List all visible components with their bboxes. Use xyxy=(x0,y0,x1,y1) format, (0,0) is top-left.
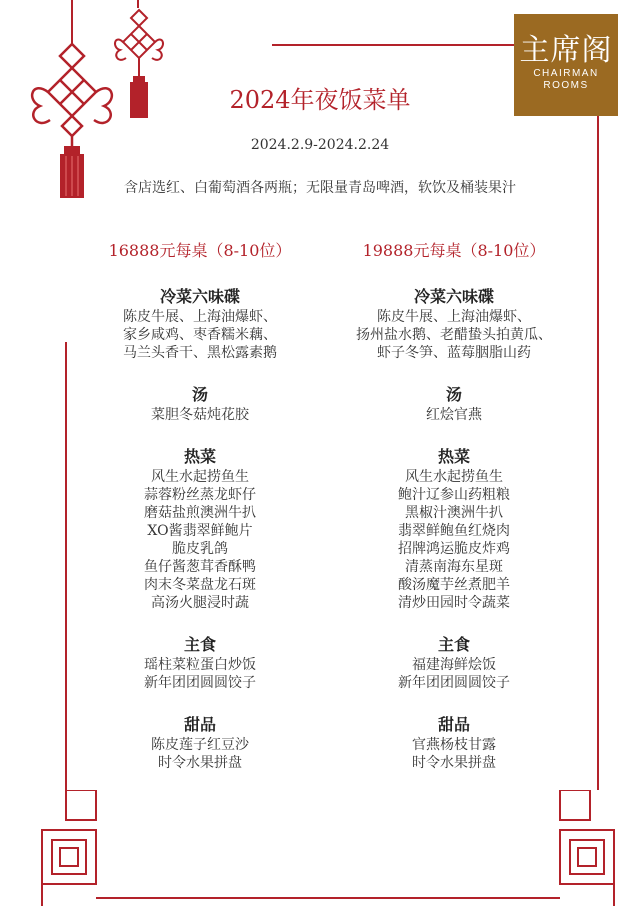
dish-item: 肉末冬菜盘龙石斑 xyxy=(144,577,256,593)
section-dessert xyxy=(70,714,330,772)
menu-column-16888 xyxy=(70,240,330,794)
dish-item: 酸汤魔芋丝煮肥羊 xyxy=(398,577,510,593)
dish-item: 风生水起捞鱼生 xyxy=(405,469,503,485)
dish-item: 时令水果拼盘 xyxy=(158,755,242,771)
drinks-note: 含店选红、白葡萄酒各两瓶；无限量青岛啤酒，软饮及桶装果汁 xyxy=(124,180,516,196)
logo-english-line2: ROOMS xyxy=(543,80,589,91)
dish-item: 招牌鸿运脆皮炸鸡 xyxy=(398,541,510,557)
section-staple xyxy=(324,634,584,692)
section-dessert xyxy=(324,714,584,772)
section-soup xyxy=(324,384,584,424)
menu-column-19888 xyxy=(324,240,584,794)
date-range: 2024.2.9-2024.2.24 xyxy=(250,137,390,153)
price-heading: 19888元每桌（8-10位） xyxy=(362,241,546,260)
dish-item: 陈皮莲子红豆沙 xyxy=(151,737,249,753)
dish-item: 黑椒汁澳洲牛扒 xyxy=(405,505,503,521)
logo-english-line1: CHAIRMAN xyxy=(533,68,599,79)
section-title: 热菜 xyxy=(183,447,216,466)
section-cold-dishes xyxy=(324,286,584,362)
section-soup xyxy=(70,384,330,424)
section-title: 热菜 xyxy=(437,447,470,466)
dish-item: 清炒田园时令蔬菜 xyxy=(398,595,510,611)
chinese-knot-icon xyxy=(22,40,122,200)
section-title: 主食 xyxy=(183,635,216,654)
dish-item: 马兰头香干、黑松露素鹅 xyxy=(123,345,277,361)
price-heading: 16888元每桌（8-10位） xyxy=(108,241,292,260)
dish-item: 官燕杨枝甘露 xyxy=(412,737,496,753)
dish-item: 新年团团圆圆饺子 xyxy=(398,675,510,691)
section-cold-dishes xyxy=(70,286,330,362)
dish-item: 福建海鲜烩饭 xyxy=(412,657,496,673)
section-title: 主食 xyxy=(437,635,470,654)
dish-item: 翡翠鲜鲍鱼红烧肉 xyxy=(398,523,510,539)
lattice-corner-icon xyxy=(38,790,104,910)
dish-item: 磨菇盐煎澳洲牛扒 xyxy=(144,505,256,521)
dish-item: 脆皮乳鸽 xyxy=(172,541,228,557)
section-title: 冷菜六味碟 xyxy=(159,287,240,306)
dish-item: 清蒸南海东星斑 xyxy=(405,559,503,575)
section-title: 冷菜六味碟 xyxy=(413,287,494,306)
dish-item: 风生水起捞鱼生 xyxy=(151,469,249,485)
dish-item: 家乡咸鸡、枣香糯米藕、 xyxy=(123,327,277,343)
dish-item: 陈皮牛展、上海油爆虾、 xyxy=(123,309,277,325)
lattice-corner-icon xyxy=(552,790,618,910)
dish-item: 时令水果拼盘 xyxy=(412,755,496,771)
dish-item: 蒜蓉粉丝蒸龙虾仔 xyxy=(144,487,256,503)
dish-item: XO酱翡翠鲜鲍片 xyxy=(147,523,253,539)
section-title: 汤 xyxy=(191,385,208,404)
dish-item: 鲍汁辽参山药粗粮 xyxy=(398,487,510,503)
dish-item: 虾子冬笋、蓝莓胭脂山药 xyxy=(377,345,531,361)
menu-title: 2024年夜饭菜单 xyxy=(229,86,411,114)
dish-item: 高汤火腿浸时蔬 xyxy=(151,595,249,611)
dish-item: 红烩官燕 xyxy=(426,407,482,423)
logo-chinese-text: 主席阁 xyxy=(519,33,613,68)
section-title: 汤 xyxy=(445,385,462,404)
section-title: 甜品 xyxy=(183,715,216,734)
section-hot-dishes xyxy=(70,446,330,612)
section-staple xyxy=(70,634,330,692)
section-title: 甜品 xyxy=(437,715,470,734)
dish-item: 新年团团圆圆饺子 xyxy=(144,675,256,691)
section-hot-dishes xyxy=(324,446,584,612)
dish-item: 扬州盐水鹅、老醋蛰头拍黄瓜、 xyxy=(356,327,552,343)
dish-item: 陈皮牛展、上海油爆虾、 xyxy=(377,309,531,325)
dish-item: 瑶柱菜粒蛋白炒饭 xyxy=(144,657,256,673)
dish-item: 菜胆冬菇炖花胶 xyxy=(151,407,249,423)
dish-item: 鱼仔酱葱茸香酥鸭 xyxy=(144,559,256,575)
